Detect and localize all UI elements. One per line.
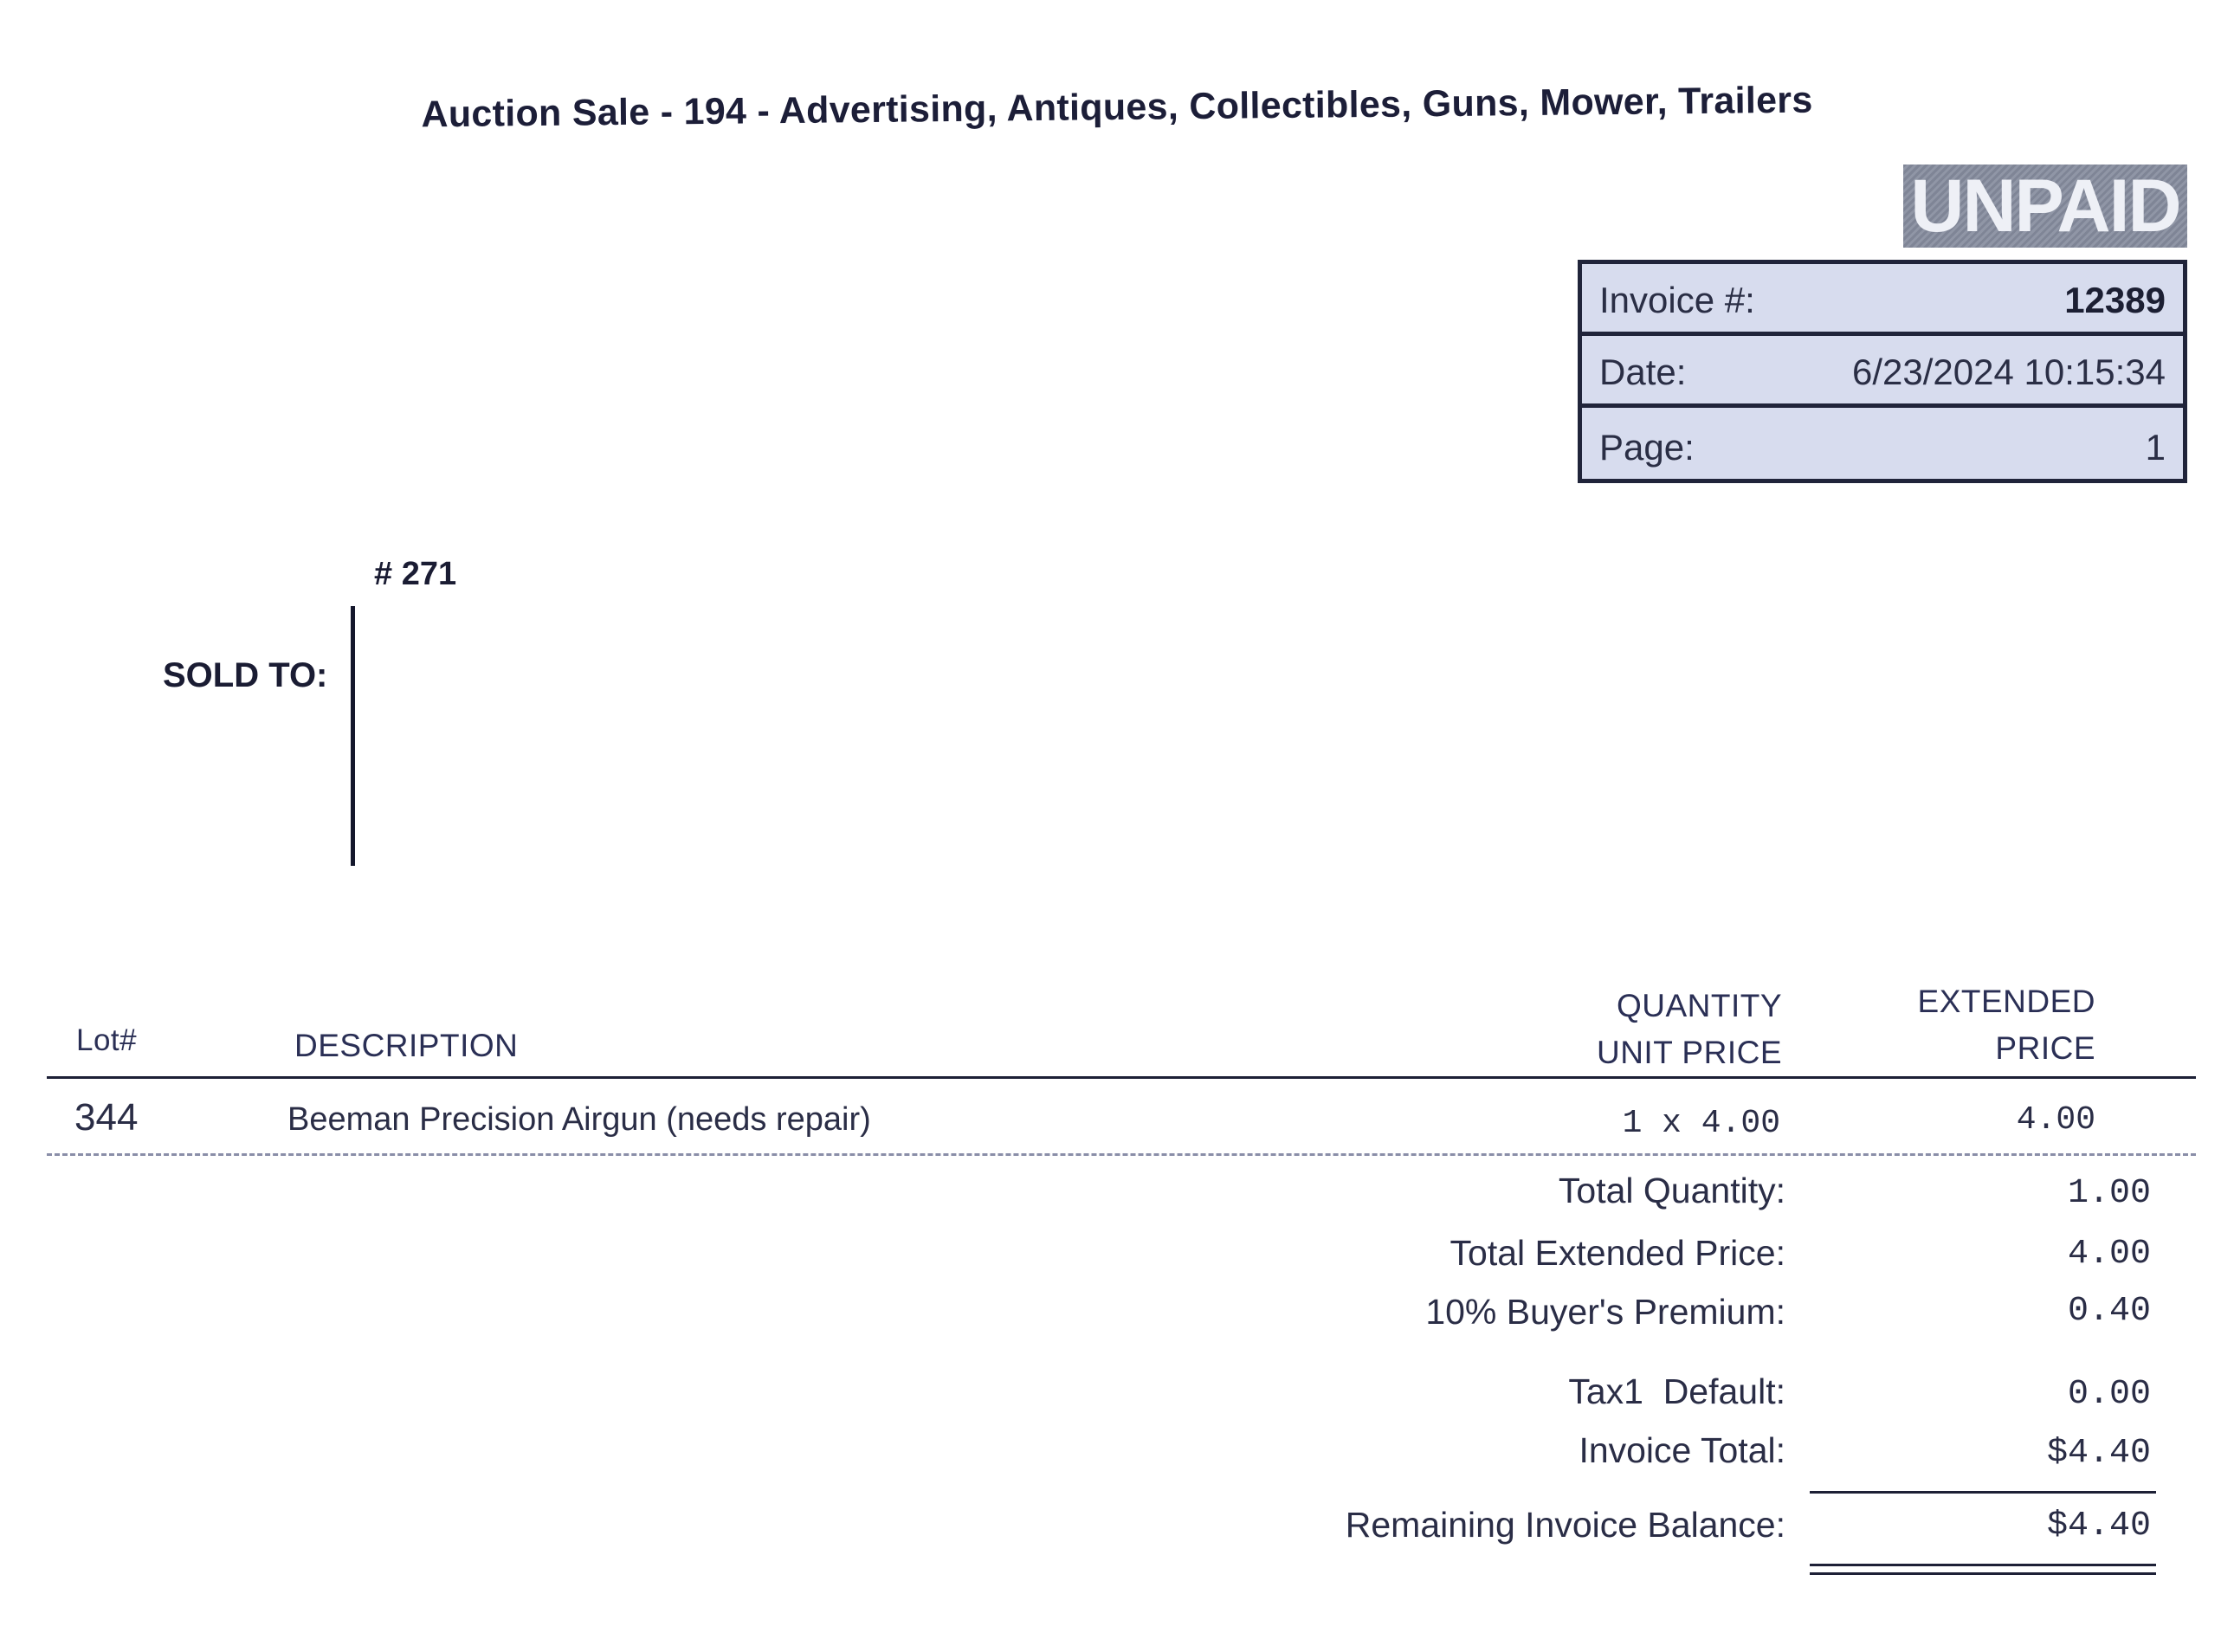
invoice-page-label: Page: [1599, 427, 1695, 468]
remaining-balance-label: Remaining Invoice Balance: [1345, 1505, 1785, 1545]
column-header-extended-line1: EXTENDED [1917, 984, 2095, 1019]
column-header-lot: Lot# [76, 1023, 138, 1057]
invoice-total-label: Invoice Total: [1579, 1430, 1785, 1470]
total-rule [1810, 1491, 2156, 1494]
invoice-number-label: Invoice #: [1599, 280, 1755, 320]
invoice-number-row [1582, 264, 2183, 332]
sold-to-divider [351, 606, 355, 866]
balance-double-rule-bottom [1810, 1572, 2156, 1575]
unpaid-stamp: UNPAID [1903, 165, 2187, 248]
sold-to-label: SOLD TO: [163, 656, 328, 694]
tax-label: Tax1 Default: [1568, 1371, 1785, 1411]
invoice-date-row [1582, 332, 2183, 403]
column-header-quantity-line1: QUANTITY [1616, 988, 1782, 1023]
invoice-page-row [1582, 403, 2183, 483]
table-row-qty-unit: 1 x 4.00 [1622, 1105, 1780, 1142]
table-row-lot: 344 [74, 1096, 139, 1139]
invoice-info-box [1578, 260, 2187, 483]
page-title: Auction Sale - 194 - Advertising, Antiques, Collectibles, Guns, Mower, Trailers [421, 79, 1813, 136]
invoice-page-value: 1 [2145, 427, 2166, 468]
table-row-description: Beeman Precision Airgun (needs repair) [287, 1101, 871, 1138]
column-header-description: DESCRIPTION [294, 1028, 519, 1063]
table-row-extended: 4.00 [2016, 1101, 2095, 1139]
invoice-date-value: 6/23/2024 10:15:34 [1851, 352, 2166, 392]
balance-double-rule-top [1810, 1564, 2156, 1566]
tax-value: 0.00 [2067, 1375, 2151, 1414]
invoice-total-value: $4.40 [2046, 1434, 2151, 1473]
total-quantity-label: Total Quantity: [1558, 1171, 1785, 1210]
column-header-quantity-line2: UNIT PRICE [1596, 1035, 1782, 1070]
remaining-balance-value: $4.40 [2046, 1507, 2151, 1546]
total-quantity-value: 1.00 [2067, 1174, 2151, 1213]
column-header-extended-line2: PRICE [1995, 1030, 2095, 1066]
header-divider [47, 1076, 2196, 1079]
invoice-date-label: Date: [1599, 352, 1687, 392]
total-extended-value: 4.00 [2067, 1235, 2151, 1274]
buyers-premium-label: 10% Buyer's Premium: [1425, 1292, 1785, 1332]
buyers-premium-value: 0.40 [2067, 1292, 2151, 1331]
row-divider [47, 1153, 2196, 1156]
column-header-extended [1918, 978, 2095, 1072]
column-header-quantity [1597, 983, 1782, 1076]
buyer-number: # 271 [374, 556, 457, 592]
invoice-number-value: 12389 [2064, 280, 2166, 320]
total-extended-label: Total Extended Price: [1450, 1233, 1785, 1273]
